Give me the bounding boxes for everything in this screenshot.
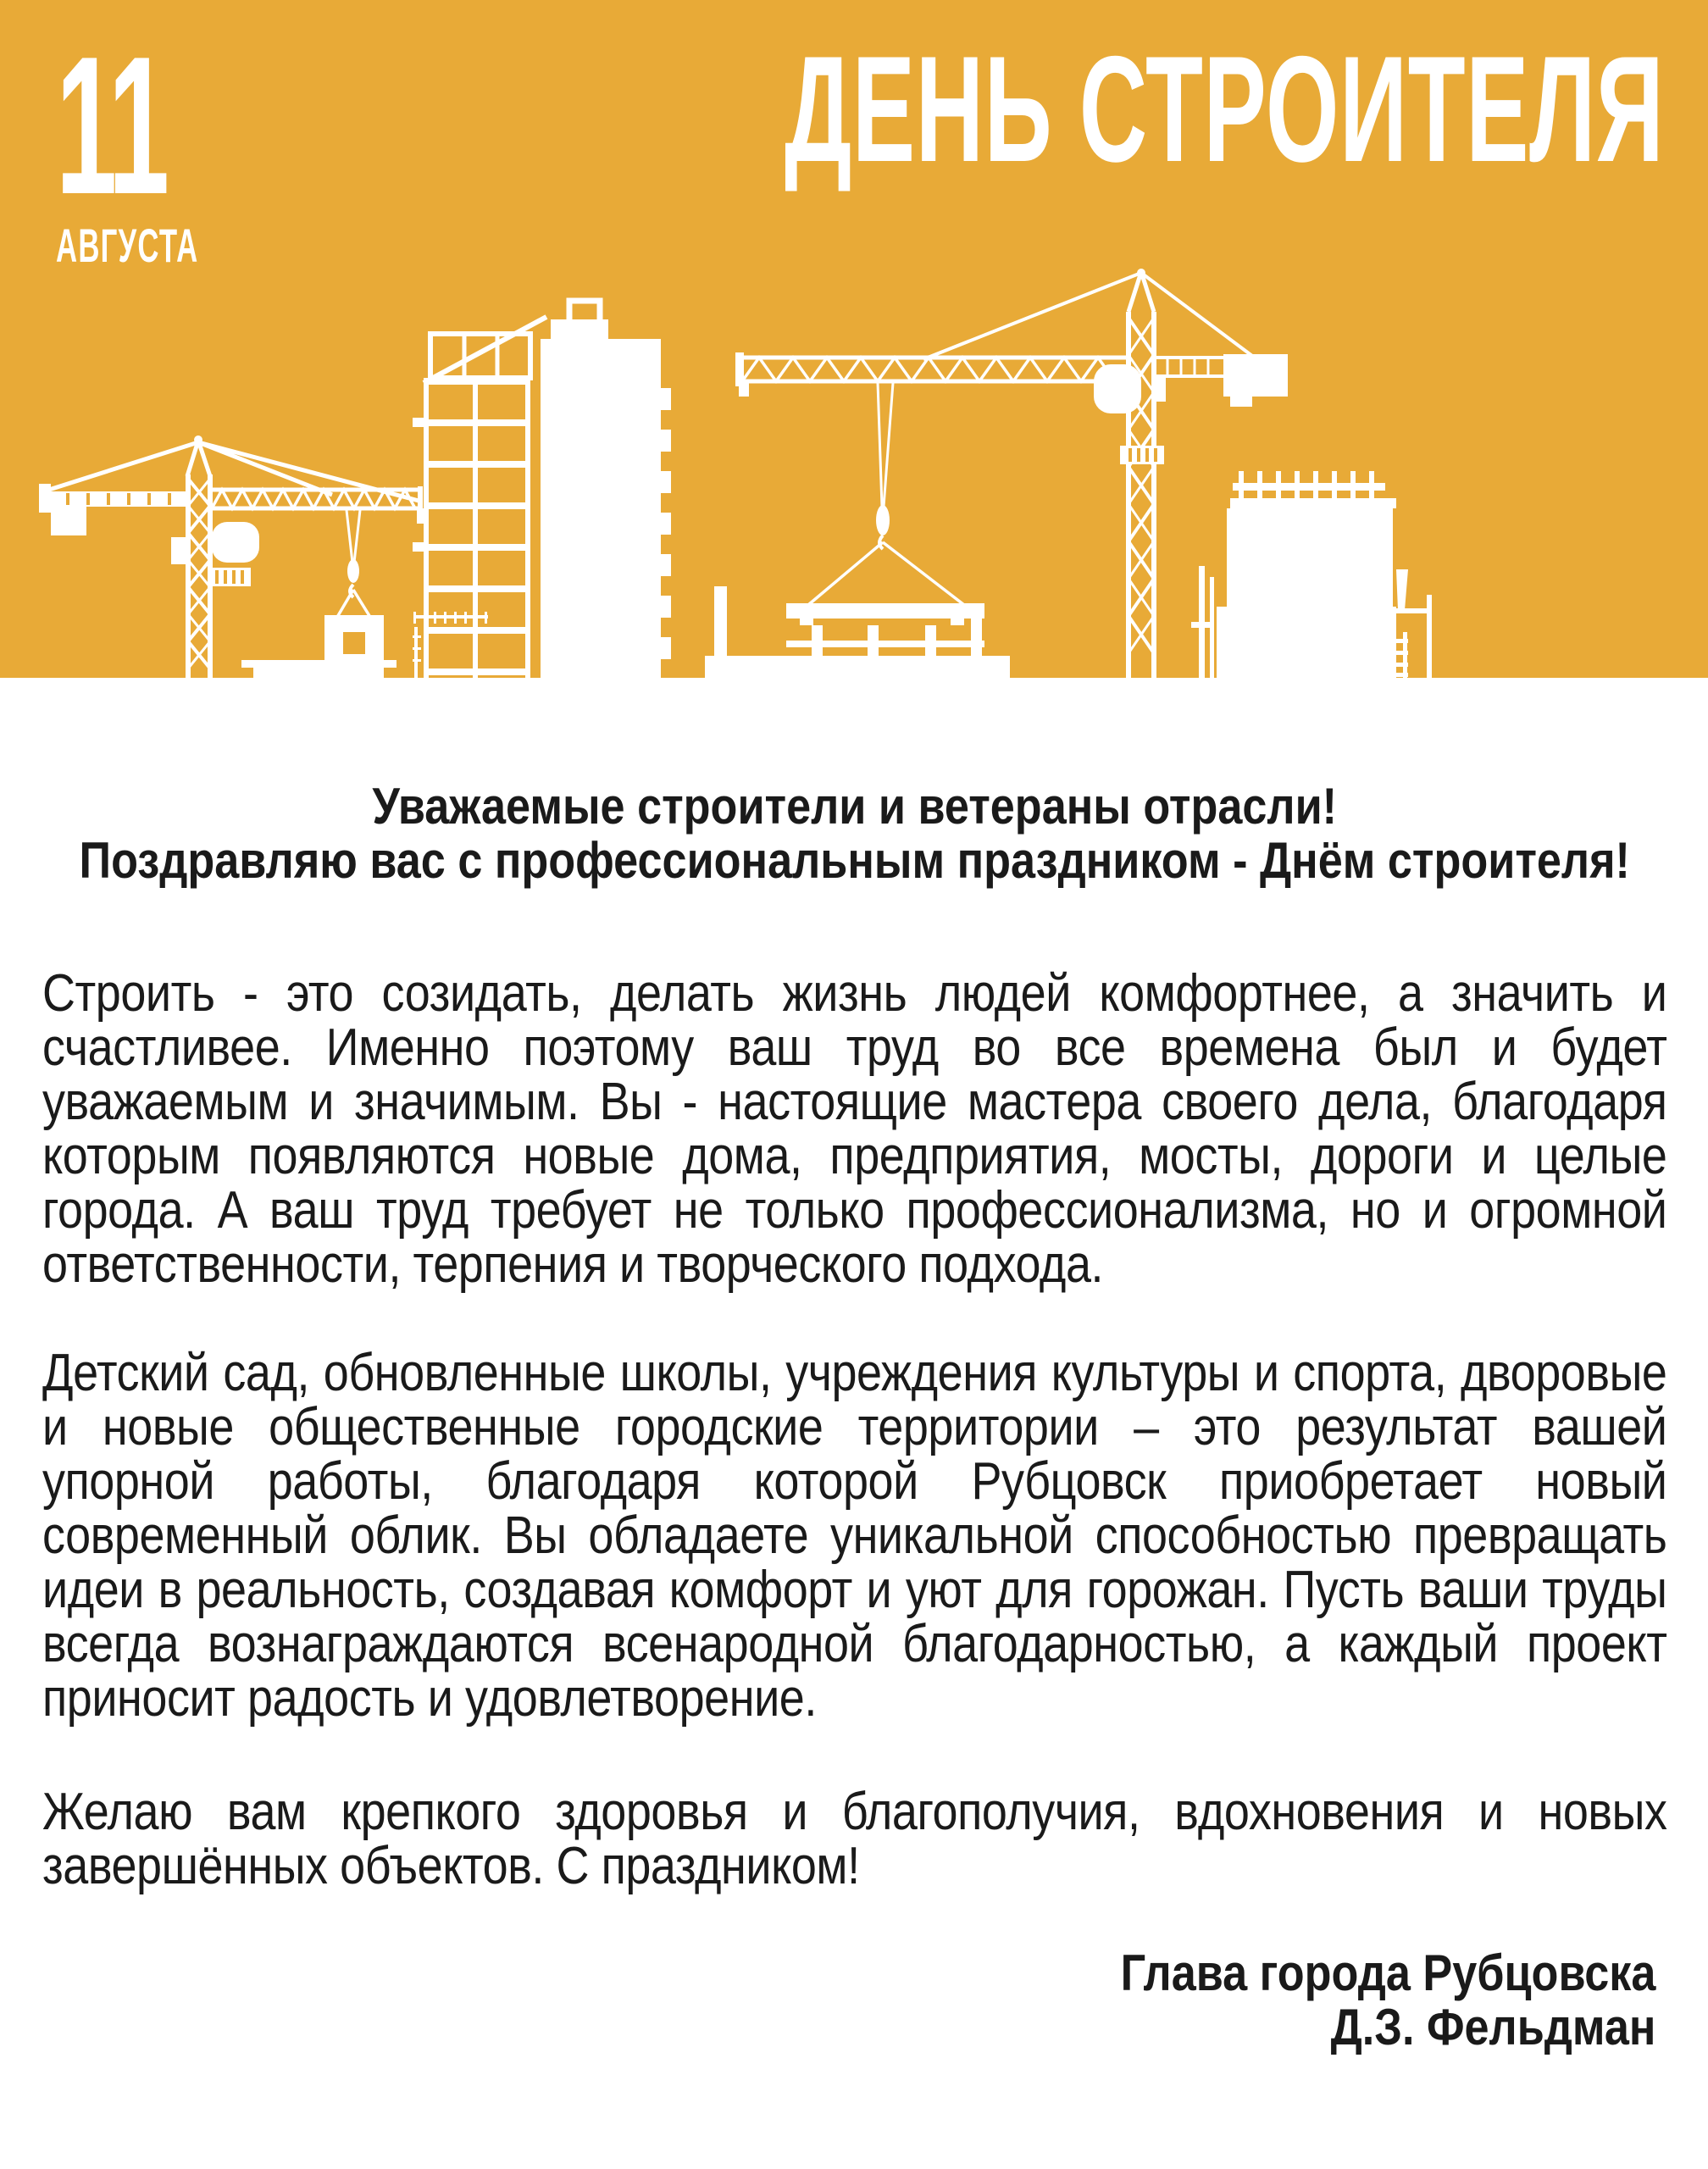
day-number: 11: [56, 16, 167, 236]
tower-crane-left-icon: [39, 435, 429, 678]
banner-title: ДЕНЬ СТРОИТЕЛЯ: [784, 25, 1664, 193]
heading-line-1: Уважаемые строители и ветераны отрасли!: [372, 778, 1338, 835]
paragraph-1: Строить - это созидать, делать жизнь людей комфортнее, а значить и счастливее. Именно поэтому ваш труд во все времена был и будет уважаемым и значимым. Вы - настоящие мастера своего дела, благодаря которым появляются новые дома, предприятия, мосты, дороги и целые города. А ваш труд требует не только профессионализма, но и огромной ответственности, терпения и творческого подхода.: [42, 964, 1667, 1294]
paragraph-3: Желаю вам крепкого здоровья и благополучия, вдохновения и новых завершённых объектов. С праздником!: [42, 1783, 1667, 1895]
signature-name: Д.З. Фельдман: [1330, 1999, 1656, 2055]
signature-block: [42, 1946, 1666, 2055]
building-rebar-icon: [1191, 471, 1432, 678]
building-frame-icon: [413, 317, 546, 678]
signature-title: Глава города Рубцовска: [1120, 1944, 1656, 2001]
paragraph-2: Детский сад, обновленные школы, учреждения культуры и спорта, дворовые и новые общественные городские территории – это результат вашей упорной работы, благодаря которой Рубцовск приобретает новый современный облик. Вы обладаете уникальной способностью превращать идеи в реальность, создавая комфорт и уют для горожан. Пусть ваши труды всегда вознаграждаются всенародной благодарностью, а каждый проект приносит радость и удовлетворение.: [42, 1344, 1667, 1728]
letter-text-column: [42, 779, 1666, 2055]
lifting-platform-icon: [705, 586, 1010, 678]
month-label: АВГУСТА: [56, 219, 199, 272]
letter-body: [0, 779, 1708, 2055]
heading-line-2: Поздравляю вас с профессиональным праздником - Днём строителя!: [79, 832, 1630, 889]
letter-heading: [42, 779, 1666, 888]
banner: [0, 0, 1708, 678]
residential-tower-icon: [541, 301, 671, 678]
